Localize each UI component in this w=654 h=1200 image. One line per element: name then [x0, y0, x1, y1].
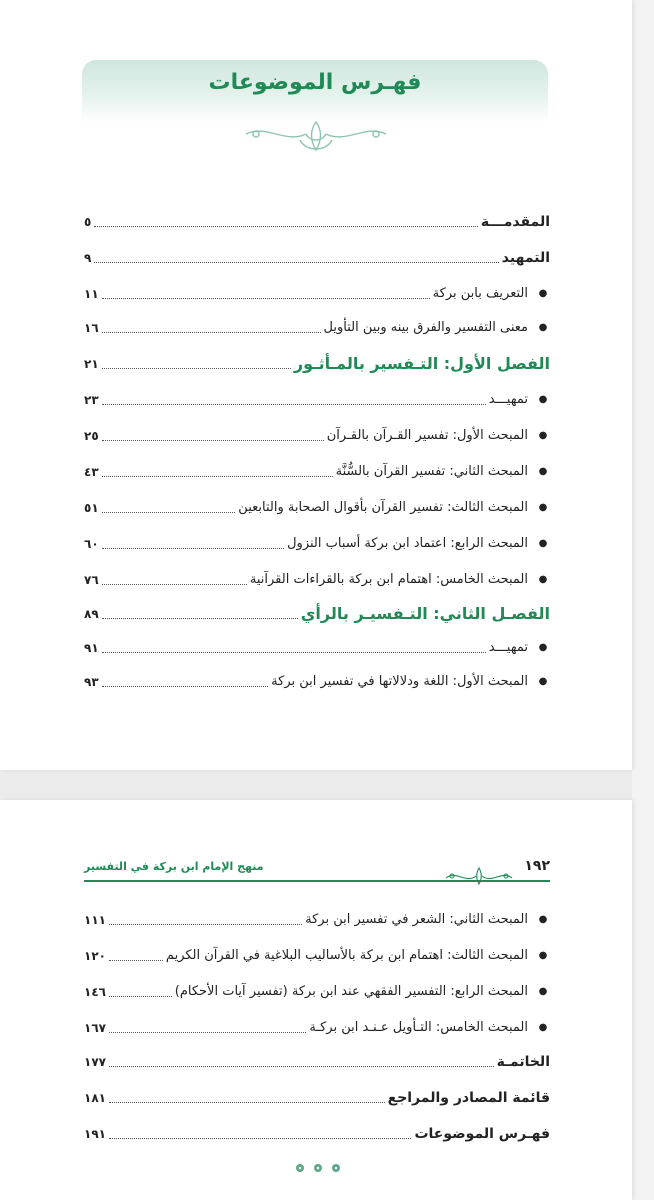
- toc-entry-page: ١١١: [84, 913, 106, 927]
- leader-dots: [102, 512, 236, 513]
- toc-entry-label: المبحث الرابع: اعتماد ابن بركة أسباب النزول: [287, 536, 528, 551]
- toc-entry-page: ٢١: [84, 357, 99, 371]
- header-divider: [84, 880, 550, 882]
- leader-dots: [109, 1032, 306, 1033]
- bullet-icon: ●: [538, 574, 548, 585]
- toc-entry-label: المبحث الثالث: اهتمام ابن بركة بالأساليب البلاغية في القرآن الكريم: [165, 948, 528, 963]
- bullet-icon: ●: [538, 642, 548, 653]
- decorative-ornament-icon: [236, 120, 396, 160]
- bullet-icon: ●: [538, 322, 548, 333]
- toc-entry[interactable]: [84, 458, 550, 482]
- toc-entry-page: ٤٣: [84, 465, 99, 479]
- toc-entry[interactable]: [84, 386, 550, 410]
- toc-entry-page: ٥: [84, 215, 92, 229]
- leader-dots: [109, 924, 302, 925]
- leader-dots: [94, 262, 498, 263]
- toc-entry[interactable]: [84, 1084, 550, 1108]
- toc-entry[interactable]: [84, 942, 550, 966]
- toc-entry[interactable]: [84, 634, 550, 658]
- toc-entry[interactable]: [84, 1014, 550, 1038]
- toc-entry-page: ٩١: [84, 641, 99, 655]
- toc-entry-page: ١٤٦: [84, 985, 106, 999]
- leader-dots: [102, 618, 298, 619]
- bullet-icon: ●: [538, 466, 548, 477]
- toc-entry[interactable]: [84, 280, 550, 304]
- toc-entry-label: قائمة المصادر والمراجع: [387, 1090, 550, 1106]
- toc-entry[interactable]: [84, 566, 550, 590]
- leader-dots: [102, 652, 486, 653]
- toc-entry-page: ١٦٧: [84, 1021, 106, 1035]
- leader-dots: [102, 476, 333, 477]
- toc-entry-page: ١٨١: [84, 1091, 106, 1105]
- toc-entry-label: المبحث الأول: اللغة ودلالاتها في تفسير ابن بركة: [271, 674, 528, 689]
- leader-dots: [102, 332, 321, 333]
- leader-dots: [109, 1138, 412, 1139]
- page-title: فهـرس الموضوعات: [208, 70, 422, 95]
- leader-dots: [109, 1066, 494, 1067]
- toc-entry-label: المبحث الثالث: تفسير القرآن بأقوال الصحابة والتابعين: [238, 500, 528, 515]
- toc-chapter-entry[interactable]: [84, 350, 550, 374]
- toc-chapter-label: الفصل الأول: التـفسير بالمـأثـور: [293, 354, 550, 373]
- toc-entry-label: التمهيد: [501, 250, 550, 266]
- header-ornament-icon: [444, 866, 514, 886]
- toc-entry-label: تمهيـــد: [488, 392, 528, 407]
- toc-entry-page: ٢٥: [84, 429, 99, 443]
- toc-entry[interactable]: [84, 530, 550, 554]
- bullet-icon: ●: [538, 430, 548, 441]
- toc-entry-page: ٢٣: [84, 393, 99, 407]
- bullet-icon: ●: [538, 676, 548, 687]
- leader-dots: [102, 548, 284, 549]
- toc-entry[interactable]: [84, 1048, 550, 1072]
- toc-entry[interactable]: [84, 978, 550, 1002]
- end-ornament-icon: [288, 1158, 348, 1178]
- toc-entry-label: المبحث الثاني: الشعر في تفسير ابن بركة: [305, 912, 528, 927]
- toc-entry-label: المبحث الرابع: التفسير الفقهي عند ابن بركة (تفسير آيات الأحكام): [174, 984, 528, 999]
- toc-entry-page: ٩: [84, 251, 92, 265]
- toc-entry[interactable]: [84, 668, 550, 692]
- leader-dots: [109, 996, 172, 997]
- title-banner: [82, 60, 548, 124]
- running-title: منهج الإمام ابن بركة في التفسير: [84, 860, 264, 873]
- leader-dots: [109, 960, 163, 961]
- toc-entry-label: المبحث الثاني: تفسير القرآن بالسُّنَّة: [335, 464, 528, 479]
- leader-dots: [94, 226, 478, 227]
- leader-dots: [102, 404, 486, 405]
- toc-entry-page: ٩٣: [84, 675, 99, 689]
- leader-dots: [102, 368, 291, 369]
- toc-entry-page: ١٦: [84, 321, 99, 335]
- toc-entry-page: ١٧٧: [84, 1055, 106, 1069]
- bullet-icon: ●: [538, 394, 548, 405]
- bullet-icon: ●: [538, 986, 548, 997]
- bullet-icon: ●: [538, 950, 548, 961]
- running-header: [84, 858, 550, 882]
- toc-entry-label: معنى التفسير والفرق بينه وبين التأويل: [323, 320, 528, 335]
- viewer-background-strip: [632, 0, 654, 1200]
- toc-entry-page: ٨٩: [84, 607, 99, 621]
- toc-entry-label: فهـرس الموضوعات: [414, 1126, 550, 1142]
- toc-entry-label: الخاتمـة: [496, 1054, 550, 1070]
- toc-entry-page: ١٩١: [84, 1127, 106, 1141]
- toc-entry[interactable]: [84, 244, 550, 268]
- bullet-icon: ●: [538, 914, 548, 925]
- toc-entry-page: ٥١: [84, 501, 99, 515]
- leader-dots: [102, 440, 324, 441]
- toc-entry-page: ٦٠: [84, 537, 99, 551]
- leader-dots: [102, 584, 247, 585]
- toc-entry-label: تمهيـــد: [488, 640, 528, 655]
- toc-entry[interactable]: [84, 422, 550, 446]
- toc-entry-label: التعريف بابن بركة: [432, 286, 528, 301]
- toc-entry-page: ١١: [84, 287, 99, 301]
- toc-entry[interactable]: [84, 906, 550, 930]
- toc-entry-label: المبحث الخامس: التـأويل عـنـد ابن بركـة: [309, 1020, 528, 1035]
- bullet-icon: ●: [538, 502, 548, 513]
- toc-entry-label: المقدمـــة: [480, 214, 550, 230]
- toc-entry[interactable]: [84, 208, 550, 232]
- toc-chapter-label: الفصـل الثاني: التـفسيـر بالرأي: [300, 604, 550, 623]
- bullet-icon: ●: [538, 1022, 548, 1033]
- toc-entry[interactable]: [84, 494, 550, 518]
- toc-entry-page: ٧٦: [84, 573, 99, 587]
- bullet-icon: ●: [538, 288, 548, 299]
- toc-entry[interactable]: [84, 1120, 550, 1144]
- toc-entry-page: ١٢٠: [84, 949, 106, 963]
- bullet-icon: ●: [538, 538, 548, 549]
- leader-dots: [109, 1102, 385, 1103]
- leader-dots: [102, 298, 430, 299]
- leader-dots: [102, 686, 269, 687]
- toc-entry-label: المبحث الخامس: اهتمام ابن بركة بالقراءات القرآنية: [249, 572, 528, 587]
- toc-entry-label: المبحث الأول: تفسير القـرآن بالقـرآن: [326, 428, 528, 443]
- toc-chapter-entry[interactable]: [84, 600, 550, 624]
- toc-entry[interactable]: [84, 314, 550, 338]
- page-number: ١٩٢: [524, 858, 550, 874]
